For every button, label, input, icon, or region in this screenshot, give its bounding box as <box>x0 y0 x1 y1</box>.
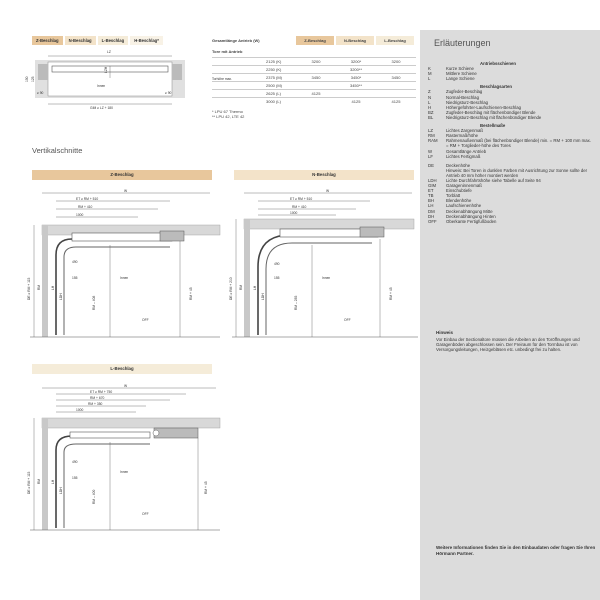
table-rows <box>212 57 416 105</box>
antrieb-table <box>212 36 416 119</box>
diagram-l-rmv2: RM – 400 <box>92 489 96 504</box>
legend-item <box>428 154 594 159</box>
diagram-l-lh: LH <box>51 479 55 484</box>
legend-value: Rahmenaußenmaß (bei flächenbündiger Blende) min. = RM + 100 mm max. = RM + Torglieder-höhe des Tores <box>446 138 591 149</box>
legend-value: Niedrigsturz-Beschlag mit flächenbündiger Blende <box>446 114 542 120</box>
topview-innen: Innen <box>97 84 106 88</box>
legend-value: Lange Schiene <box>446 76 475 82</box>
diagram-l-et: ET ≥ RM + 750 <box>90 390 113 394</box>
diagram-n-d1: 1000 <box>290 211 298 215</box>
legend-key: DM <box>428 208 435 214</box>
legend-key: M <box>428 71 432 77</box>
diagram-n-drawing <box>222 185 422 345</box>
legend-value: Laufschienenhöhe <box>446 203 482 209</box>
legend-item <box>428 168 594 178</box>
legend-value: Mittlere Schiene <box>446 71 477 77</box>
diagram-z-d1: 1000 <box>76 213 84 217</box>
legend-item <box>428 138 594 148</box>
legend-key: ET <box>428 188 434 194</box>
legend-value: Höhergeführter-Laufschienen-Beschlag <box>446 104 522 110</box>
diagram-z-ldh: LDH <box>59 293 63 300</box>
topview-lz: LZ <box>107 50 111 54</box>
legend-value: Lichtes Fertigmaß <box>446 153 481 159</box>
legend <box>428 58 594 224</box>
diagram-n-innen: Innen <box>322 276 331 280</box>
diagram-n-et: ET ≥ RM + 510 <box>290 197 313 201</box>
table-row: 3000 (L) 4125 4125 <box>212 97 416 105</box>
diagram-n-lh: LH <box>253 285 257 290</box>
legend-value: Deckenabhängung Hinten <box>446 213 496 219</box>
topview-h150: 150 <box>25 76 29 82</box>
diagram-z-rm: RM + 410 <box>78 205 93 209</box>
legend-value: Gesamtlänge Antrieb <box>446 148 487 154</box>
diagram-l-drawing <box>20 380 220 540</box>
legend-value: Niedrigsturz-Beschlag <box>446 99 489 105</box>
topview-lzh: LZH <box>104 66 108 73</box>
diagram-z-title: Z-Beschlag <box>32 170 212 180</box>
legend-item <box>428 76 594 81</box>
diagram-l-off: OFF <box>142 512 149 516</box>
legend-key: Z <box>428 89 431 95</box>
table-col-l: L-Beschlag <box>376 36 414 45</box>
diagram-n-ldh: LDH <box>261 293 265 300</box>
diagram-l-d1: 1000 <box>76 408 84 412</box>
diagram-l-innen: Innen <box>120 470 129 474</box>
legend-key <box>428 168 446 178</box>
legend-key: TB <box>428 193 434 199</box>
table-row-label: Torhöhe max. <box>212 77 232 81</box>
legend-value: Normal-Beschlag <box>446 94 479 100</box>
diagram-z-lh: LH <box>51 285 55 290</box>
beschlag-tabs <box>32 36 163 45</box>
legend-heading: Bestellmaße <box>480 123 506 129</box>
legend-key: RM <box>428 133 435 139</box>
diagram-l-de: DE ≥ RM + 115 <box>27 471 31 494</box>
tab-h-beschlag: H-Beschlag* <box>130 36 163 45</box>
legend-key: W <box>428 148 433 154</box>
diagram-z-drawing <box>20 185 220 345</box>
legend-key: OFF <box>428 218 437 224</box>
legend-key: L <box>428 76 431 82</box>
diagram-z-rmv: RM <box>37 284 41 290</box>
diagram-z-de: DE ≥ RM + 115 <box>27 277 31 300</box>
legend-value: Lichtes Zargenmaß <box>446 128 484 134</box>
legend-key: BZ <box>428 109 434 115</box>
diagram-n-de: DE ≥ RM + 210 <box>229 277 233 300</box>
diagram-l-title: L-Beschlag <box>32 364 212 374</box>
tab-n-beschlag: N-Beschlag <box>65 36 96 45</box>
diagram-n-rm45: RM + 45 <box>389 287 393 300</box>
legend-key: DH <box>428 213 435 219</box>
diagram-n-off: OFF <box>344 318 351 322</box>
table-title: Gesamtlänge Antrieb (W) <box>212 38 260 43</box>
table-row: 2250 (K) 3200** <box>212 65 416 73</box>
diagram-l-w: W <box>124 384 128 388</box>
diagram-l-rm: RM + 670 <box>90 396 105 400</box>
table-footnote: * LPU 67 Thermo <box>212 109 243 114</box>
note-text: Vor Einbau der Sectionaltore müssen die Arbeiten an den Toröffnungen und Garagenböden abgeschlossen sein. Der Freiraum für den Torrnbau ist von Versorgungsleitungen, Heizgebläsen etc. unbedingt frei zu halten. <box>436 337 580 353</box>
legend-value: Hinweis: Bei Toren in dunklen Farben mit Ausrichtung zur Sonne sollte der Antrieb 40 mm höher montiert werden <box>446 167 588 178</box>
legend-key: LZ <box>428 128 434 134</box>
diagram-z-rmv2: RM – 408 <box>92 295 96 310</box>
diagram-n-rmv2: RM – 285 <box>294 295 298 310</box>
tab-z-beschlag: Z-Beschlag <box>32 36 63 45</box>
table-row: 2625 (L) 4125 <box>212 89 416 97</box>
legend-value: Oberkante Fertigfußboden <box>446 218 497 224</box>
legend-key: RAM <box>428 138 438 144</box>
legend-value: Kurze Schiene <box>446 66 474 72</box>
legend-value: Blendenhöhe <box>446 198 472 204</box>
legend-key: L <box>428 99 431 105</box>
diagram-n-rm: RM + 410 <box>292 205 307 209</box>
topview-gim: GIM ≥ LZ + 180 <box>90 106 113 110</box>
note-title: Hinweis <box>436 330 454 335</box>
legend-value: Lichte Durchfahrtshöhe siehe Tabelle auf Seite 94 <box>446 177 541 183</box>
sidebar-title: Erläuterungen <box>434 38 491 48</box>
table-col-z: Z-Beschlag <box>296 36 334 45</box>
legend-value: Rastermaß/höhe <box>446 133 479 139</box>
tab-l-beschlag: L-Beschlag <box>98 36 129 45</box>
legend-value: Deckenabhängung Mitte <box>446 208 493 214</box>
diagram-n-w: W <box>326 189 330 193</box>
section-title: Vertikalschnitte <box>32 146 83 155</box>
topview-left90: ≥ 90 <box>37 91 44 95</box>
table-footnote: ** LPU 42, LTE 42 <box>212 114 245 119</box>
legend-value: Zugfeder-Beschlag mit flächenbündiger Blende <box>446 109 536 115</box>
table-row: 2125 (K) 3200 3200* 3200 <box>212 57 416 65</box>
diagram-l-rmv: RM <box>37 478 41 484</box>
legend-item <box>428 115 594 120</box>
top-view-drawing <box>30 52 190 112</box>
legend-key: DE <box>428 162 434 168</box>
diagram-z-w: W <box>124 189 128 193</box>
diagram-z-rm45: RM + 45 <box>189 287 193 300</box>
table-row: 2500 (M) 3450** <box>212 81 416 89</box>
legend-key: N <box>428 94 432 100</box>
table-col-n: N-Beschlag <box>336 36 374 45</box>
legend-value: Zugfeder-Beschlag <box>446 89 483 95</box>
diagram-z-d2: 490 <box>72 260 78 264</box>
legend-heading: Antriebsschienen <box>480 61 517 66</box>
footnote: Weitere Informationen finden Sie in den Einbaudaten oder fragen Sie Ihren Hörmann Partner. <box>436 545 596 556</box>
legend-value: Deckenhöhe <box>446 162 471 168</box>
legend-key: LH <box>428 203 434 209</box>
diagram-n-title: N-Beschlag <box>234 170 414 180</box>
legend-key: K <box>428 66 431 72</box>
topview-right90: ≥ 90 <box>165 91 172 95</box>
table-subtitle: Tore mit Antrieb <box>212 49 243 54</box>
legend-value: Einschubtiefe <box>446 188 472 194</box>
legend-item <box>428 219 594 224</box>
diagram-z-innen: Innen <box>120 276 129 280</box>
legend-key: H <box>428 104 432 110</box>
legend-heading: Beschlagsarten <box>480 84 513 90</box>
diagram-l-ldh: LDH <box>59 487 63 494</box>
legend-key: BH <box>428 198 434 204</box>
legend-key: BL <box>428 114 434 120</box>
table-row: 2375 (M) 3450 3450* 3450 <box>212 73 416 81</box>
legend-value: Garageninnenmaß <box>446 183 482 189</box>
legend-key: LF <box>428 153 434 159</box>
legend-key: LDH <box>428 177 437 183</box>
diagram-z-off: OFF <box>142 318 149 322</box>
legend-value: Torblatt <box>446 193 461 199</box>
topview-l125: 125 <box>31 76 35 82</box>
diagram-n-rmv: RM <box>239 284 243 290</box>
diagram-l-rm2: RM + 350 <box>88 402 103 406</box>
diagram-l-d3: 155 <box>72 476 78 480</box>
diagram-z-et: ET ≥ RM + 510 <box>76 197 99 201</box>
legend-key: GIM <box>428 183 437 189</box>
diagram-z-d3: 155 <box>72 276 78 280</box>
diagram-l-d2: 490 <box>72 460 78 464</box>
diagram-n-d3: 155 <box>274 276 280 280</box>
diagram-l-rm45: RM + 45 <box>204 481 208 494</box>
diagram-n-d2: 490 <box>274 262 280 266</box>
